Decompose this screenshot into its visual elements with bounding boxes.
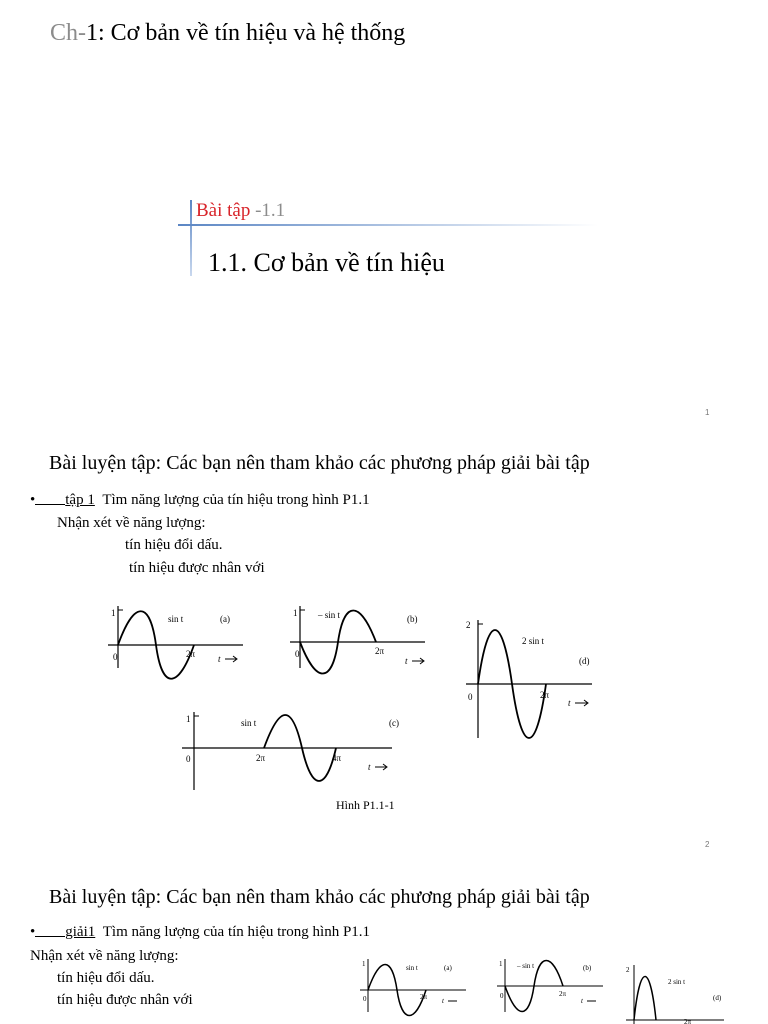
note-line-2: tín hiệu đổi dấu. <box>125 537 223 553</box>
solution-line <box>30 924 370 941</box>
mini-plot-d-tag: (d) <box>713 994 722 1002</box>
mini-plot-b-axis-label: t <box>581 997 583 1005</box>
mini-plot-d-amp: 2 <box>626 966 630 974</box>
bullet: • <box>30 492 36 508</box>
exercise-label: tập 1 <box>65 492 95 508</box>
slide-2 <box>0 430 768 862</box>
solution-text: Tìm năng lượng của tín hiệu trong hình P1.1 <box>102 924 371 940</box>
accent-vertical-line <box>190 200 192 276</box>
blank-underline <box>35 504 65 505</box>
plot-d-axis-label: t <box>568 698 571 708</box>
plot-c-origin: 0 <box>186 754 191 764</box>
plot-a-tick: 2π <box>186 649 196 659</box>
bullet: • <box>30 924 36 940</box>
plot-d-func: 2 sin t <box>522 636 545 646</box>
plot-b-func: – sin t <box>318 610 341 620</box>
plot-c-tick-1: 2π <box>256 753 266 763</box>
page-number: 2 <box>705 840 710 849</box>
mini-plot-d-curve <box>634 977 656 1021</box>
chapter-prefix: Ch- <box>50 20 86 46</box>
plot-a-origin: 0 <box>113 652 118 662</box>
note-line-1: Nhận xét về năng lượng: <box>30 948 179 964</box>
plot-b <box>290 602 430 682</box>
chapter-title <box>50 20 405 47</box>
subtitle: 1.1. Cơ bản về tín hiệu <box>208 248 445 277</box>
mini-plot-a-origin: 0 <box>363 995 367 1003</box>
mini-plot-b-tick: 2π <box>559 990 567 998</box>
plot-c <box>180 708 405 794</box>
plot-d <box>460 614 600 750</box>
plot-d-amp: 2 <box>466 620 471 630</box>
mini-plot-d-func: 2 sin t <box>668 978 686 986</box>
mini-plot-b-func: – sin t <box>517 962 535 970</box>
mini-plot-d <box>624 962 728 1024</box>
note-line-2: tín hiệu đổi dấu. <box>57 970 155 986</box>
solution-label: giải1 <box>65 924 96 940</box>
mini-plot-b <box>497 956 607 1020</box>
plot-a-axis-label: t <box>218 654 221 664</box>
section-heading <box>196 200 285 222</box>
mini-plot-b-origin: 0 <box>500 992 504 1000</box>
chapter-title-text: 1: Cơ bản về tín hiệu và hệ thống <box>86 20 406 46</box>
accent-horizontal-line <box>178 224 598 226</box>
plot-d-tag: (d) <box>579 656 590 666</box>
plot-c-amp: 1 <box>186 714 191 724</box>
plot-d-origin: 0 <box>468 692 473 702</box>
plot-c-tag: (c) <box>389 718 399 728</box>
note-line-3: tín hiệu được nhân với <box>129 560 265 576</box>
page-number: 1 <box>705 408 710 417</box>
exercise-line <box>30 492 370 509</box>
section-label: Bài tập <box>196 200 251 221</box>
plot-c-func: sin t <box>241 718 257 728</box>
note-line-3: tín hiệu được nhân với <box>57 992 193 1008</box>
mini-plot-a-tag: (a) <box>444 964 452 972</box>
mini-plot-b-tag: (b) <box>583 964 592 972</box>
plot-a-amp: 1 <box>111 608 116 618</box>
slide-3 <box>0 862 768 1024</box>
section-number: -1.1 <box>255 200 286 221</box>
exercise-text: Tìm năng lượng của tín hiệu trong hình P1.1 <box>102 492 370 508</box>
plot-b-origin: 0 <box>295 649 300 659</box>
plot-b-tick: 2π <box>375 646 385 656</box>
mini-plot-a-axis-label: t <box>442 997 444 1005</box>
slide-heading: Bài luyện tập: Các bạn nên tham khảo các phương pháp giải bài tập <box>49 452 590 474</box>
mini-plot-b-amp: 1 <box>499 960 503 968</box>
plot-a-tag: (a) <box>220 614 230 624</box>
figure-caption: Hình P1.1-1 <box>336 798 395 812</box>
plot-c-tick-2: 4π <box>332 753 342 763</box>
plot-b-tag: (b) <box>407 614 418 624</box>
mini-plot-a <box>360 956 470 1020</box>
plot-d-tick: 2π <box>540 690 550 700</box>
slide-1 <box>0 0 768 430</box>
mini-plot-a-amp: 1 <box>362 960 366 968</box>
plot-c-axis-label: t <box>368 762 371 772</box>
blank-underline <box>35 936 65 937</box>
plot-a-func: sin t <box>168 614 184 624</box>
mini-plot-a-func: sin t <box>406 964 418 972</box>
slide-heading: Bài luyện tập: Các bạn nên tham khảo các phương pháp giải bài tập <box>49 886 590 908</box>
plot-a <box>108 602 248 682</box>
plot-b-axis-label: t <box>405 656 408 666</box>
mini-plot-a-tick: 2π <box>420 993 428 1001</box>
plot-b-amp: 1 <box>293 608 298 618</box>
mini-plot-d-tick: 2π <box>684 1018 692 1024</box>
note-line-1: Nhận xét về năng lượng: <box>57 515 206 531</box>
